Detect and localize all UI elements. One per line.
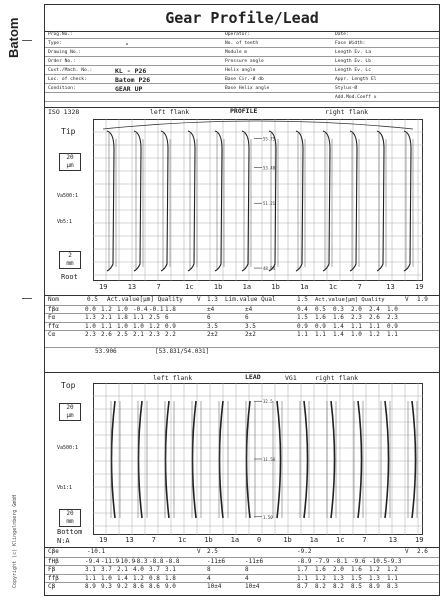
table-cell: 2.0	[333, 566, 344, 573]
table-cell: 1.2	[315, 574, 326, 582]
na-label: N:A	[57, 537, 70, 545]
table-cell: 3.1	[165, 566, 176, 573]
table-cell: 2.3	[387, 314, 398, 321]
scale-mm-unit: mm	[66, 260, 74, 267]
table-cell: 1.0	[351, 331, 362, 338]
table-cell: 1.2	[369, 331, 380, 338]
field-value: Batom P26	[115, 76, 151, 84]
table-cell: 2.3	[351, 314, 362, 321]
scale-mm-box	[59, 251, 81, 269]
field-label: Prog.No.:	[48, 32, 73, 37]
table-header-cell: Act.value[μm] Quality	[107, 296, 183, 303]
tooth-number: 1b	[283, 536, 292, 544]
table-cell: 1.1	[351, 322, 362, 330]
table-cell: 1.2	[101, 305, 112, 313]
margin-tick	[22, 298, 32, 299]
table-cell: 1.3	[333, 574, 344, 582]
root-label: Root	[61, 273, 78, 281]
row-label: fHβ	[48, 557, 59, 565]
table-cell: 8.6	[133, 583, 144, 590]
scale-mm-value: 20	[66, 510, 74, 517]
table-header-cell: -10.1	[87, 548, 106, 555]
field-label: Date:	[335, 32, 349, 37]
lead-trace	[412, 401, 416, 518]
table-cell: 1.6	[333, 314, 344, 321]
table-cell: -9.4	[85, 557, 100, 565]
tick-label: 55.75	[263, 136, 276, 142]
table-footer-cell: [53.831/54.031]	[155, 348, 210, 355]
header-row	[45, 49, 439, 57]
table-cell: 2.5	[149, 314, 160, 321]
lead-trace	[304, 401, 308, 518]
tooth-number: 19	[99, 536, 108, 544]
table-cell: 0.9	[387, 322, 398, 330]
row-label: ffβ	[48, 574, 59, 582]
tooth-number: 13	[388, 536, 398, 544]
table-cell: 2.6	[101, 331, 112, 338]
table-cell: 1.4	[333, 331, 344, 338]
table-cell: 3.7	[101, 566, 112, 573]
table-cell: -8.9	[297, 557, 312, 565]
table-cell: 8.2	[315, 583, 326, 590]
table-cell: 1.8	[165, 305, 176, 313]
table-cell: -7.9	[315, 557, 330, 565]
profile-trace	[242, 131, 249, 271]
limit-cell: 2±2	[245, 331, 256, 338]
table-cell: 1.6	[315, 566, 326, 573]
table-cell: -8.8	[165, 557, 180, 565]
table-header-cell: V	[197, 548, 201, 555]
profile-trace	[134, 131, 141, 271]
header-row	[45, 67, 439, 75]
table-cell: 1.3	[85, 314, 96, 321]
table-cell: 2.1	[117, 566, 128, 573]
tooth-number: 1c	[178, 536, 187, 544]
table-cell: 1.1	[387, 331, 398, 338]
table-header-cell: -9.2	[297, 548, 312, 555]
table-cell: 1.6	[315, 314, 326, 321]
table-cell: 1.1	[101, 322, 112, 330]
table-cell: -9.3	[387, 557, 402, 565]
table-row	[45, 557, 439, 566]
table-row	[45, 574, 439, 583]
table-row	[45, 565, 439, 574]
field-value: KL - P26	[115, 67, 147, 75]
table-cell: 2.4	[369, 305, 380, 313]
scale-um-unit: μm	[66, 412, 74, 419]
va-label: Va500:1	[57, 193, 79, 199]
table-cell: 1.2	[133, 574, 144, 582]
table-cell: -0.4	[133, 305, 148, 313]
row-label: fβα	[48, 305, 59, 313]
table-cell: 2.3	[85, 331, 96, 338]
field-label: Cust./Mach. No.:	[48, 68, 93, 73]
field-label: Order No.:	[48, 59, 76, 64]
tooth-number: 13	[125, 536, 134, 544]
table-header-row	[45, 548, 439, 557]
right-flank-label: right flank	[315, 374, 359, 382]
table-cell: 3.1	[85, 566, 96, 573]
field-value: GEAR UP	[115, 85, 143, 93]
tooth-number: 7	[151, 536, 156, 544]
table-cell: 2.1	[133, 331, 144, 338]
tick-label: 32.5	[263, 399, 273, 405]
tooth-number: 13	[127, 283, 137, 291]
table-header-cell: 0.5	[87, 296, 98, 303]
tooth-number: 1c	[328, 283, 338, 291]
tooth-number: 19	[415, 283, 424, 291]
header-row	[45, 94, 439, 102]
lead-trace	[139, 401, 143, 518]
tooth-axis	[93, 536, 423, 546]
table-cell: 8.9	[85, 583, 96, 590]
table-cell: 1.0	[133, 322, 144, 330]
iso-label: ISO 1328	[48, 108, 80, 116]
tooth-number: 1c	[336, 536, 345, 544]
tooth-number: 1a	[309, 536, 319, 544]
table-cell: -10.9	[117, 557, 136, 565]
lead-table	[45, 547, 439, 595]
table-cell: 6	[165, 314, 169, 321]
field-label: Loc. of check:	[48, 77, 87, 82]
table-header-cell: Act.value[μm] Quality	[315, 297, 385, 303]
table-cell: 0.9	[165, 322, 176, 330]
page-title: Gear Profile/Lead	[45, 5, 439, 32]
field-label: Base Cir.-Ø db	[225, 77, 264, 82]
table-cell: -10.5	[369, 557, 388, 565]
tick-label: 11.50	[263, 457, 276, 462]
profile-title: PROFILE	[230, 107, 258, 115]
table-cell: 1.6	[351, 566, 362, 573]
left-flank-label: left flank	[153, 374, 193, 382]
row-label: Fβ	[48, 566, 56, 573]
lead-title: LEAD	[245, 373, 261, 381]
top-label: Top	[61, 381, 76, 390]
tooth-number: 1a	[242, 283, 252, 291]
table-header-cell: 2.5	[207, 548, 218, 555]
header-form	[45, 31, 439, 108]
sidebar	[0, 0, 44, 600]
table-cell: 1.1	[387, 574, 398, 582]
limit-cell: 6	[207, 314, 211, 321]
profile-trace	[296, 131, 303, 271]
tooth-number: 1b	[204, 536, 213, 544]
field-label: Face Width:	[335, 41, 366, 46]
table-cell: 1.1	[369, 322, 380, 330]
table-footer-row	[45, 347, 439, 356]
tooth-number: 13	[386, 283, 395, 291]
table-cell: 9.2	[117, 583, 128, 590]
table-cell: 1.1	[315, 331, 326, 338]
table-header-cell: Cβe	[48, 548, 59, 555]
table-cell: 9.0	[165, 583, 176, 590]
row-label: Cβ	[48, 583, 56, 590]
profile-trace	[215, 131, 222, 271]
va-label: Va500:1	[57, 445, 79, 451]
field-label: Condition:	[48, 86, 76, 91]
row-label: Cα	[48, 331, 56, 338]
profile-trace	[107, 131, 114, 271]
profile-trace	[161, 131, 168, 271]
copyright-note: Copyright (c) Klingelnberg GmbH	[12, 494, 18, 588]
table-cell: 1.0	[117, 305, 128, 313]
lead-trace	[112, 401, 116, 518]
left-flank-label: left flank	[150, 108, 190, 116]
lead-trace	[358, 401, 362, 518]
lead-trace	[277, 401, 281, 518]
tip-label: Tip	[61, 127, 76, 136]
table-cell: 8.5	[351, 583, 362, 590]
field-label: Appr. Length El	[335, 77, 377, 82]
header-row	[45, 85, 439, 93]
table-cell: 4.0	[133, 566, 144, 573]
profile-trace	[188, 131, 195, 271]
scale-um-unit: μm	[66, 162, 74, 169]
table-cell: 2.0	[351, 305, 362, 313]
row-label: ffα	[48, 322, 59, 330]
scale-mm-value: 2	[68, 252, 72, 259]
tick-label: 51.21	[263, 201, 276, 207]
tooth-number: 7	[357, 283, 362, 291]
table-cell: 1.5	[351, 574, 362, 582]
profile-table	[45, 295, 439, 373]
table-cell: 0.3	[333, 305, 344, 313]
limit-cell: 2±2	[207, 331, 218, 338]
table-header-cell: Nom	[48, 296, 59, 303]
table-header-cell: Lim.value Qual	[225, 296, 276, 303]
profile-trace	[377, 131, 384, 271]
table-cell: 0.4	[297, 305, 308, 313]
tooth-number: 1a	[230, 536, 240, 544]
table-cell: 1.1	[297, 574, 308, 582]
brand-logo: Batom	[6, 17, 21, 59]
table-cell: 9.3	[101, 583, 112, 590]
tooth-number: 19	[99, 283, 108, 291]
scale-mm-unit: mm	[66, 518, 74, 525]
limit-cell: ±4	[207, 305, 215, 313]
table-cell: 1.8	[165, 574, 176, 582]
table-cell: 2.6	[369, 314, 380, 321]
right-flank-label: right flank	[325, 108, 369, 116]
lead-chart-section	[45, 373, 439, 547]
table-cell: 1.4	[333, 322, 344, 330]
table-cell: 1.2	[369, 566, 380, 573]
field-label: Add.Mod.Coeff x	[335, 95, 377, 100]
lead-trace	[220, 401, 224, 518]
table-cell: 1.2	[387, 566, 398, 573]
bottom-label: Bottom	[57, 528, 83, 536]
field-label: No. of teeth	[225, 41, 259, 46]
table-header-cell: V	[197, 296, 201, 303]
table-row	[45, 313, 439, 322]
table-cell: -8.8	[149, 557, 164, 565]
limit-cell: 8	[207, 566, 211, 573]
table-cell: 1.0	[387, 305, 398, 313]
table-cell: 1.5	[297, 314, 308, 321]
lead-trace	[166, 401, 170, 518]
profile-chart-section	[45, 107, 439, 295]
tooth-number: 1b	[271, 283, 280, 291]
scale-mm-box	[59, 509, 81, 527]
tick-label: 1.50	[263, 514, 273, 520]
field-label: Length Ev. La	[335, 50, 371, 55]
table-footer-cell: 53.906	[95, 348, 117, 355]
field-label: Length Ev. Lb	[335, 59, 371, 64]
lead-trace	[247, 401, 251, 518]
limit-cell: 4	[245, 574, 249, 582]
tooth-number: 0	[257, 536, 262, 544]
table-cell: 0.5	[315, 305, 326, 313]
field-label: Drawing No.:	[48, 50, 82, 55]
limit-cell: -11±6	[207, 557, 226, 565]
field-label: Pressure angle	[225, 59, 264, 64]
table-header-cell: 2.6	[417, 548, 428, 555]
field-label: Module m	[225, 50, 248, 55]
table-cell: 2.2	[165, 331, 176, 338]
table-header-cell: V	[405, 548, 409, 555]
limit-cell: 6	[245, 314, 249, 321]
report-sheet	[44, 4, 440, 596]
header-row	[45, 31, 439, 39]
table-cell: 8.7	[297, 583, 308, 590]
limit-cell: 4	[207, 574, 211, 582]
field-value: -	[125, 40, 129, 48]
field-label: Operator:	[225, 32, 250, 37]
lead-grid	[93, 383, 423, 535]
vb-label: Vb1:1	[57, 485, 73, 491]
profile-trace	[350, 131, 357, 271]
table-cell: 1.4	[117, 574, 128, 582]
row-label: Fα	[48, 314, 56, 321]
table-cell: 0.9	[297, 322, 308, 330]
table-cell: 1.0	[117, 322, 128, 330]
table-cell: 0.9	[315, 322, 326, 330]
margin-tick	[22, 40, 32, 41]
field-label: Stylus-Ø	[335, 86, 358, 91]
tooth-number: 7	[362, 536, 367, 544]
table-cell: 1.1	[133, 314, 144, 321]
table-row	[45, 582, 439, 591]
table-cell: -11.9	[101, 557, 120, 565]
profile-trace	[323, 131, 330, 271]
tick-label: 53.48	[263, 165, 276, 171]
tip-arc	[103, 121, 413, 129]
lead-trace	[193, 401, 197, 518]
table-cell: -8.1	[333, 557, 348, 565]
field-label: Base Helix angle	[225, 86, 270, 91]
scale-um-value: 20	[66, 154, 74, 161]
vg-label: VG1	[285, 374, 297, 382]
header-row	[45, 58, 439, 66]
table-header-row	[45, 296, 439, 305]
table-header-cell: 1.5	[297, 296, 308, 303]
scale-um-box	[59, 153, 81, 171]
table-cell: 1.0	[101, 574, 112, 582]
limit-cell: -11±6	[245, 557, 264, 565]
table-cell: 0.8	[149, 574, 160, 582]
lead-trace	[331, 401, 335, 518]
table-cell: 1.7	[297, 566, 308, 573]
limit-cell: 3.5	[207, 322, 218, 330]
profile-grid	[93, 119, 423, 281]
table-cell: 0.0	[85, 305, 96, 313]
table-row	[45, 322, 439, 331]
tooth-number: 1b	[213, 283, 223, 291]
tooth-number: 19	[415, 536, 424, 544]
tooth-number: 7	[156, 283, 161, 291]
table-cell: 1.0	[85, 322, 96, 330]
table-cell: 1.3	[369, 574, 380, 582]
limit-cell: ±4	[245, 305, 253, 313]
header-row	[45, 40, 439, 48]
field-label: Helix angle	[225, 68, 256, 73]
table-cell: 1.1	[85, 574, 96, 582]
table-header-cell: V	[405, 296, 409, 303]
scale-um-box	[59, 403, 81, 421]
table-header-cell: 1.9	[417, 296, 428, 303]
table-cell: 1.2	[149, 322, 160, 330]
vb-label: Vb5:1	[57, 219, 73, 225]
limit-cell: 10±4	[207, 583, 222, 590]
limit-cell: 8	[245, 566, 249, 573]
table-cell: 8.2	[333, 583, 344, 590]
table-cell: 8.6	[149, 583, 160, 590]
table-cell: 2.1	[101, 314, 112, 321]
table-cell: -8.3	[133, 557, 148, 565]
field-label: Type:	[48, 41, 62, 46]
tooth-number: 1c	[185, 283, 194, 291]
field-label: Length Ev. Lc	[335, 68, 371, 73]
table-cell: 1.8	[117, 314, 128, 321]
limit-cell: 10±4	[245, 583, 260, 590]
table-cell: 2.3	[149, 331, 160, 338]
table-cell: 8.9	[369, 583, 380, 590]
tooth-axis	[93, 283, 423, 293]
tick-label: 48.94	[263, 266, 276, 272]
tooth-number: 1a	[300, 283, 309, 291]
table-cell: -0.1	[149, 305, 164, 313]
table-cell: 1.1	[297, 331, 308, 338]
table-cell: 2.5	[117, 331, 128, 338]
table-cell: -9.6	[351, 557, 366, 565]
limit-cell: 3.5	[245, 322, 256, 330]
table-row	[45, 330, 439, 339]
scale-um-value: 20	[66, 404, 74, 411]
header-row	[45, 76, 439, 84]
table-cell: 8.3	[387, 583, 398, 590]
lead-trace	[385, 401, 389, 518]
table-cell: 3.7	[149, 566, 160, 573]
table-row	[45, 305, 439, 314]
table-header-cell: 1.3	[207, 296, 218, 303]
